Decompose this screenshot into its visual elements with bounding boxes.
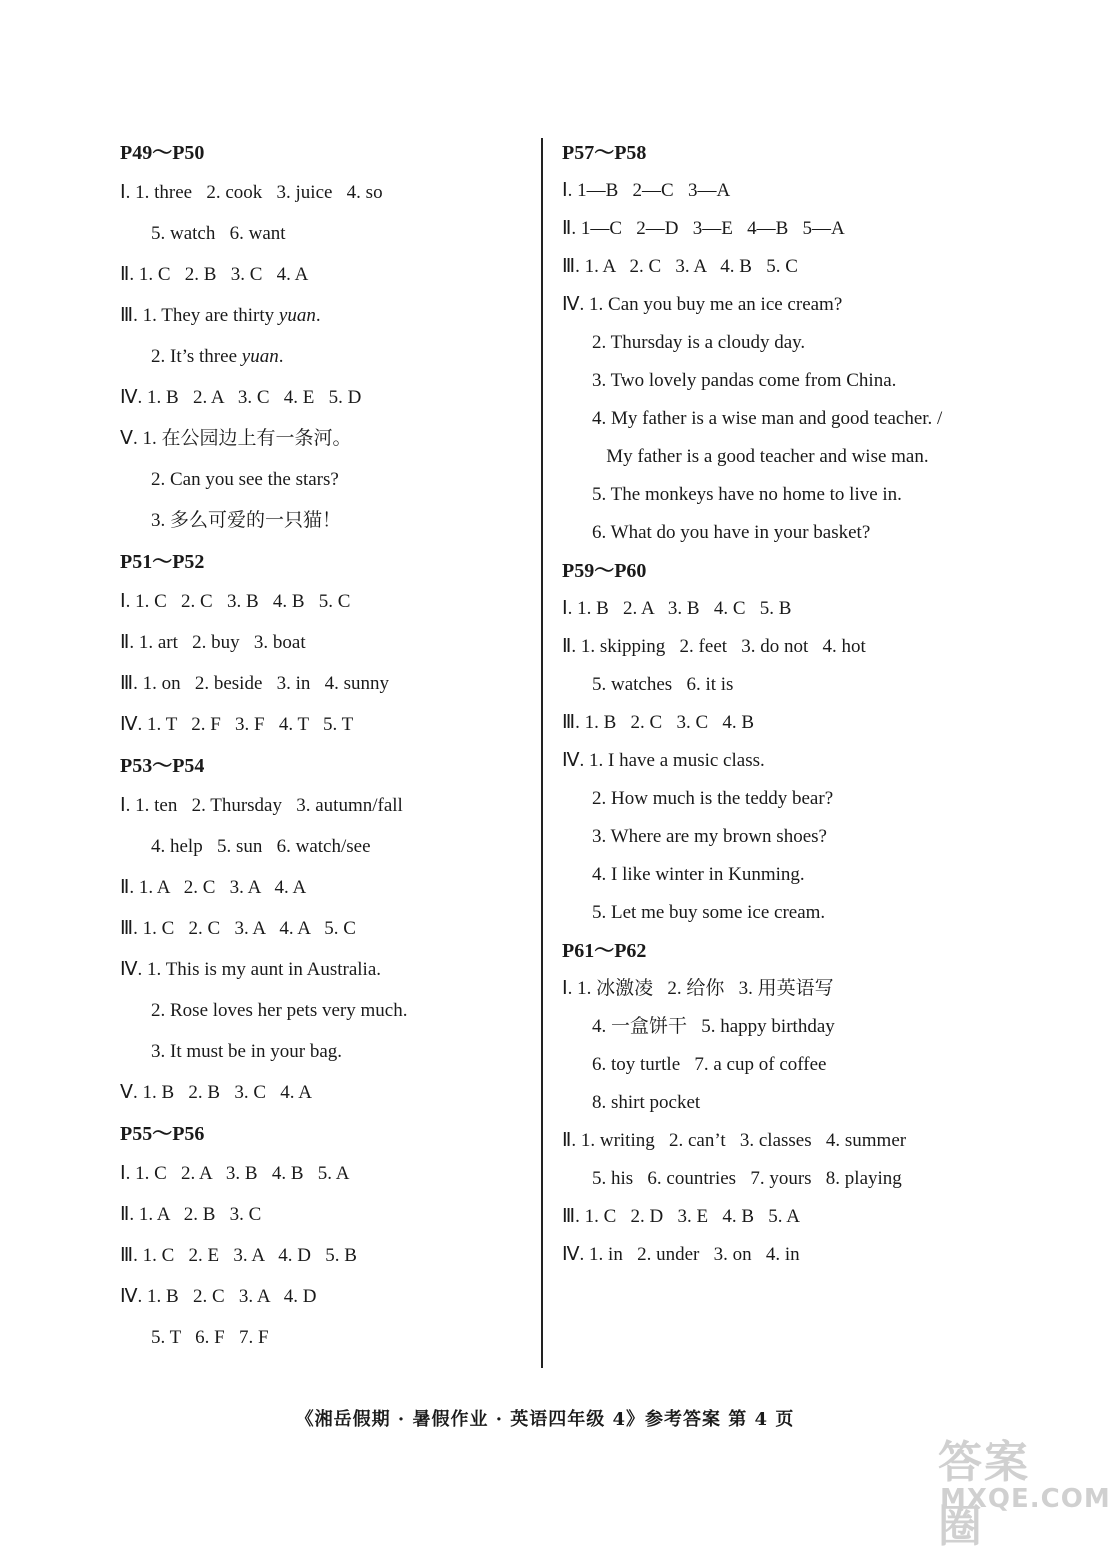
column-divider	[541, 138, 543, 1368]
answer-line: 3. Where are my brown shoes?	[592, 826, 827, 847]
answer-line: 4. I like winter in Kunming.	[592, 864, 805, 885]
answer-line: Ⅰ. 1. 冰激凌 2. 给你 3. 用英语写	[562, 978, 834, 999]
answer-line: Ⅳ. 1. T 2. F 3. F 4. T 5. T	[120, 714, 354, 735]
answer-line: 3. It must be in your bag.	[151, 1041, 343, 1062]
answer-line: Ⅰ. 1. B 2. A 3. B 4. C 5. B	[562, 598, 792, 619]
answer-line: Ⅳ. 1. I have a music class.	[562, 750, 765, 771]
answer-tail: .	[278, 346, 284, 367]
section-heading: P59～P60	[562, 560, 647, 582]
answer-line: Ⅲ. 1. A 2. C 3. A 4. B 5. C	[562, 256, 798, 277]
watermark-logo	[932, 1426, 1111, 1552]
answer-line: Ⅱ. 1. A 2. C 3. A 4. A	[120, 877, 307, 898]
answer-line: 5. T 6. F 7. F	[151, 1327, 269, 1348]
italic-word: yuan	[278, 305, 316, 326]
answer-tail: .	[315, 305, 321, 326]
answer-line: Ⅱ. 1. art 2. buy 3. boat	[120, 632, 306, 653]
answer-line: Ⅲ. 1. C 2. C 3. A 4. A 5. C	[120, 918, 356, 939]
italic-word: yuan	[241, 346, 279, 367]
answer-line: 2. How much is the teddy bear?	[592, 788, 834, 809]
answer-line: 4. My father is a wise man and good teacher. /	[592, 408, 943, 429]
answer-line: 2. Rose loves her pets very much.	[151, 1000, 408, 1021]
answer-line: Ⅱ. 1. writing 2. can’t 3. classes 4. summer	[562, 1130, 907, 1151]
section-heading: P51～P52	[120, 551, 205, 573]
section-heading: P61～P62	[562, 940, 647, 962]
answer-line: 5. Let me buy some ice cream.	[592, 902, 826, 923]
answer-line: Ⅳ. 1. Can you buy me an ice cream?	[562, 294, 843, 315]
section-heading: P55～P56	[120, 1123, 205, 1145]
answer-line: 6. What do you have in your basket?	[592, 522, 871, 543]
answer-line: 5. The monkeys have no home to live in.	[592, 484, 902, 505]
answer-line: Ⅱ. 1—C 2—D 3—E 4—B 5—A	[562, 218, 845, 239]
answer-line	[120, 342, 530, 383]
watermark-text-top: 答案圈	[938, 1437, 1030, 1552]
answer-line: Ⅳ. 1. in 2. under 3. on 4. in	[562, 1244, 800, 1265]
answer-line: 8. shirt pocket	[592, 1092, 701, 1113]
answer-line: Ⅳ. 1. This is my aunt in Australia.	[120, 959, 382, 980]
answer-line: Ⅴ. 1. B 2. B 3. C 4. A	[120, 1082, 312, 1103]
page-footer: 《湘岳假期 · 暑假作业 · 英语四年级 4》参考答案 第 4 页	[295, 1409, 795, 1430]
answer-line: Ⅳ. 1. B 2. C 3. A 4. D	[120, 1286, 317, 1307]
answer-line: Ⅰ. 1. ten 2. Thursday 3. autumn/fall	[120, 795, 403, 816]
answer-line: Ⅰ. 1. three 2. cook 3. juice 4. so	[120, 182, 383, 203]
answer-line: 5. watch 6. want	[151, 223, 286, 244]
answer-line: 5. his 6. countries 7. yours 8. playing	[592, 1168, 902, 1189]
answer-line: 4. 一盒饼干 5. happy birthday	[592, 1016, 835, 1037]
answer-line: Ⅲ. 1. B 2. C 3. C 4. B	[562, 712, 755, 733]
answer-line: Ⅲ. 1. on 2. beside 3. in 4. sunny	[120, 673, 390, 694]
answer-line: 2. Thursday is a cloudy day.	[592, 332, 806, 353]
answer-line: Ⅲ. 1. C 2. D 3. E 4. B 5. A	[562, 1206, 800, 1227]
section-heading: P49～P50	[120, 142, 205, 164]
answer-text: 2. It’s three	[151, 346, 242, 367]
answer-line: Ⅰ. 1. C 2. C 3. B 4. B 5. C	[120, 591, 351, 612]
answer-line: 3. 多么可爱的一只猫！	[151, 510, 342, 531]
answer-line: My father is a good teacher and wise man.	[592, 446, 929, 467]
answer-line: Ⅰ. 1—B 2—C 3—A	[562, 180, 731, 201]
answer-line	[120, 301, 530, 342]
answer-line: Ⅳ. 1. B 2. A 3. C 4. E 5. D	[120, 387, 362, 408]
right-answer-column	[562, 138, 1022, 1278]
answer-line: 2. Can you see the stars?	[151, 469, 339, 490]
section-heading: P57～P58	[562, 142, 647, 164]
answer-text: Ⅲ. 1. They are thirty	[120, 305, 279, 326]
answer-line: Ⅱ. 1. C 2. B 3. C 4. A	[120, 264, 309, 285]
answer-line: 3. Two lovely pandas come from China.	[592, 370, 897, 391]
answer-line: Ⅲ. 1. C 2. E 3. A 4. D 5. B	[120, 1245, 357, 1266]
watermark-text-bottom: MXQE.COM	[940, 1484, 1111, 1514]
answer-line: 4. help 5. sun 6. watch/see	[151, 836, 371, 857]
answer-line: Ⅱ. 1. A 2. B 3. C	[120, 1204, 262, 1225]
answer-line: Ⅴ. 1. 在公园边上有一条河。	[120, 428, 352, 449]
answer-line: 6. toy turtle 7. a cup of coffee	[592, 1054, 827, 1075]
answer-line: 5. watches 6. it is	[592, 674, 734, 695]
answer-line: Ⅰ. 1. C 2. A 3. B 4. B 5. A	[120, 1163, 350, 1184]
section-heading: P53～P54	[120, 755, 205, 777]
left-answer-column	[120, 138, 530, 1364]
answer-line: Ⅱ. 1. skipping 2. feet 3. do not 4. hot	[562, 636, 866, 657]
